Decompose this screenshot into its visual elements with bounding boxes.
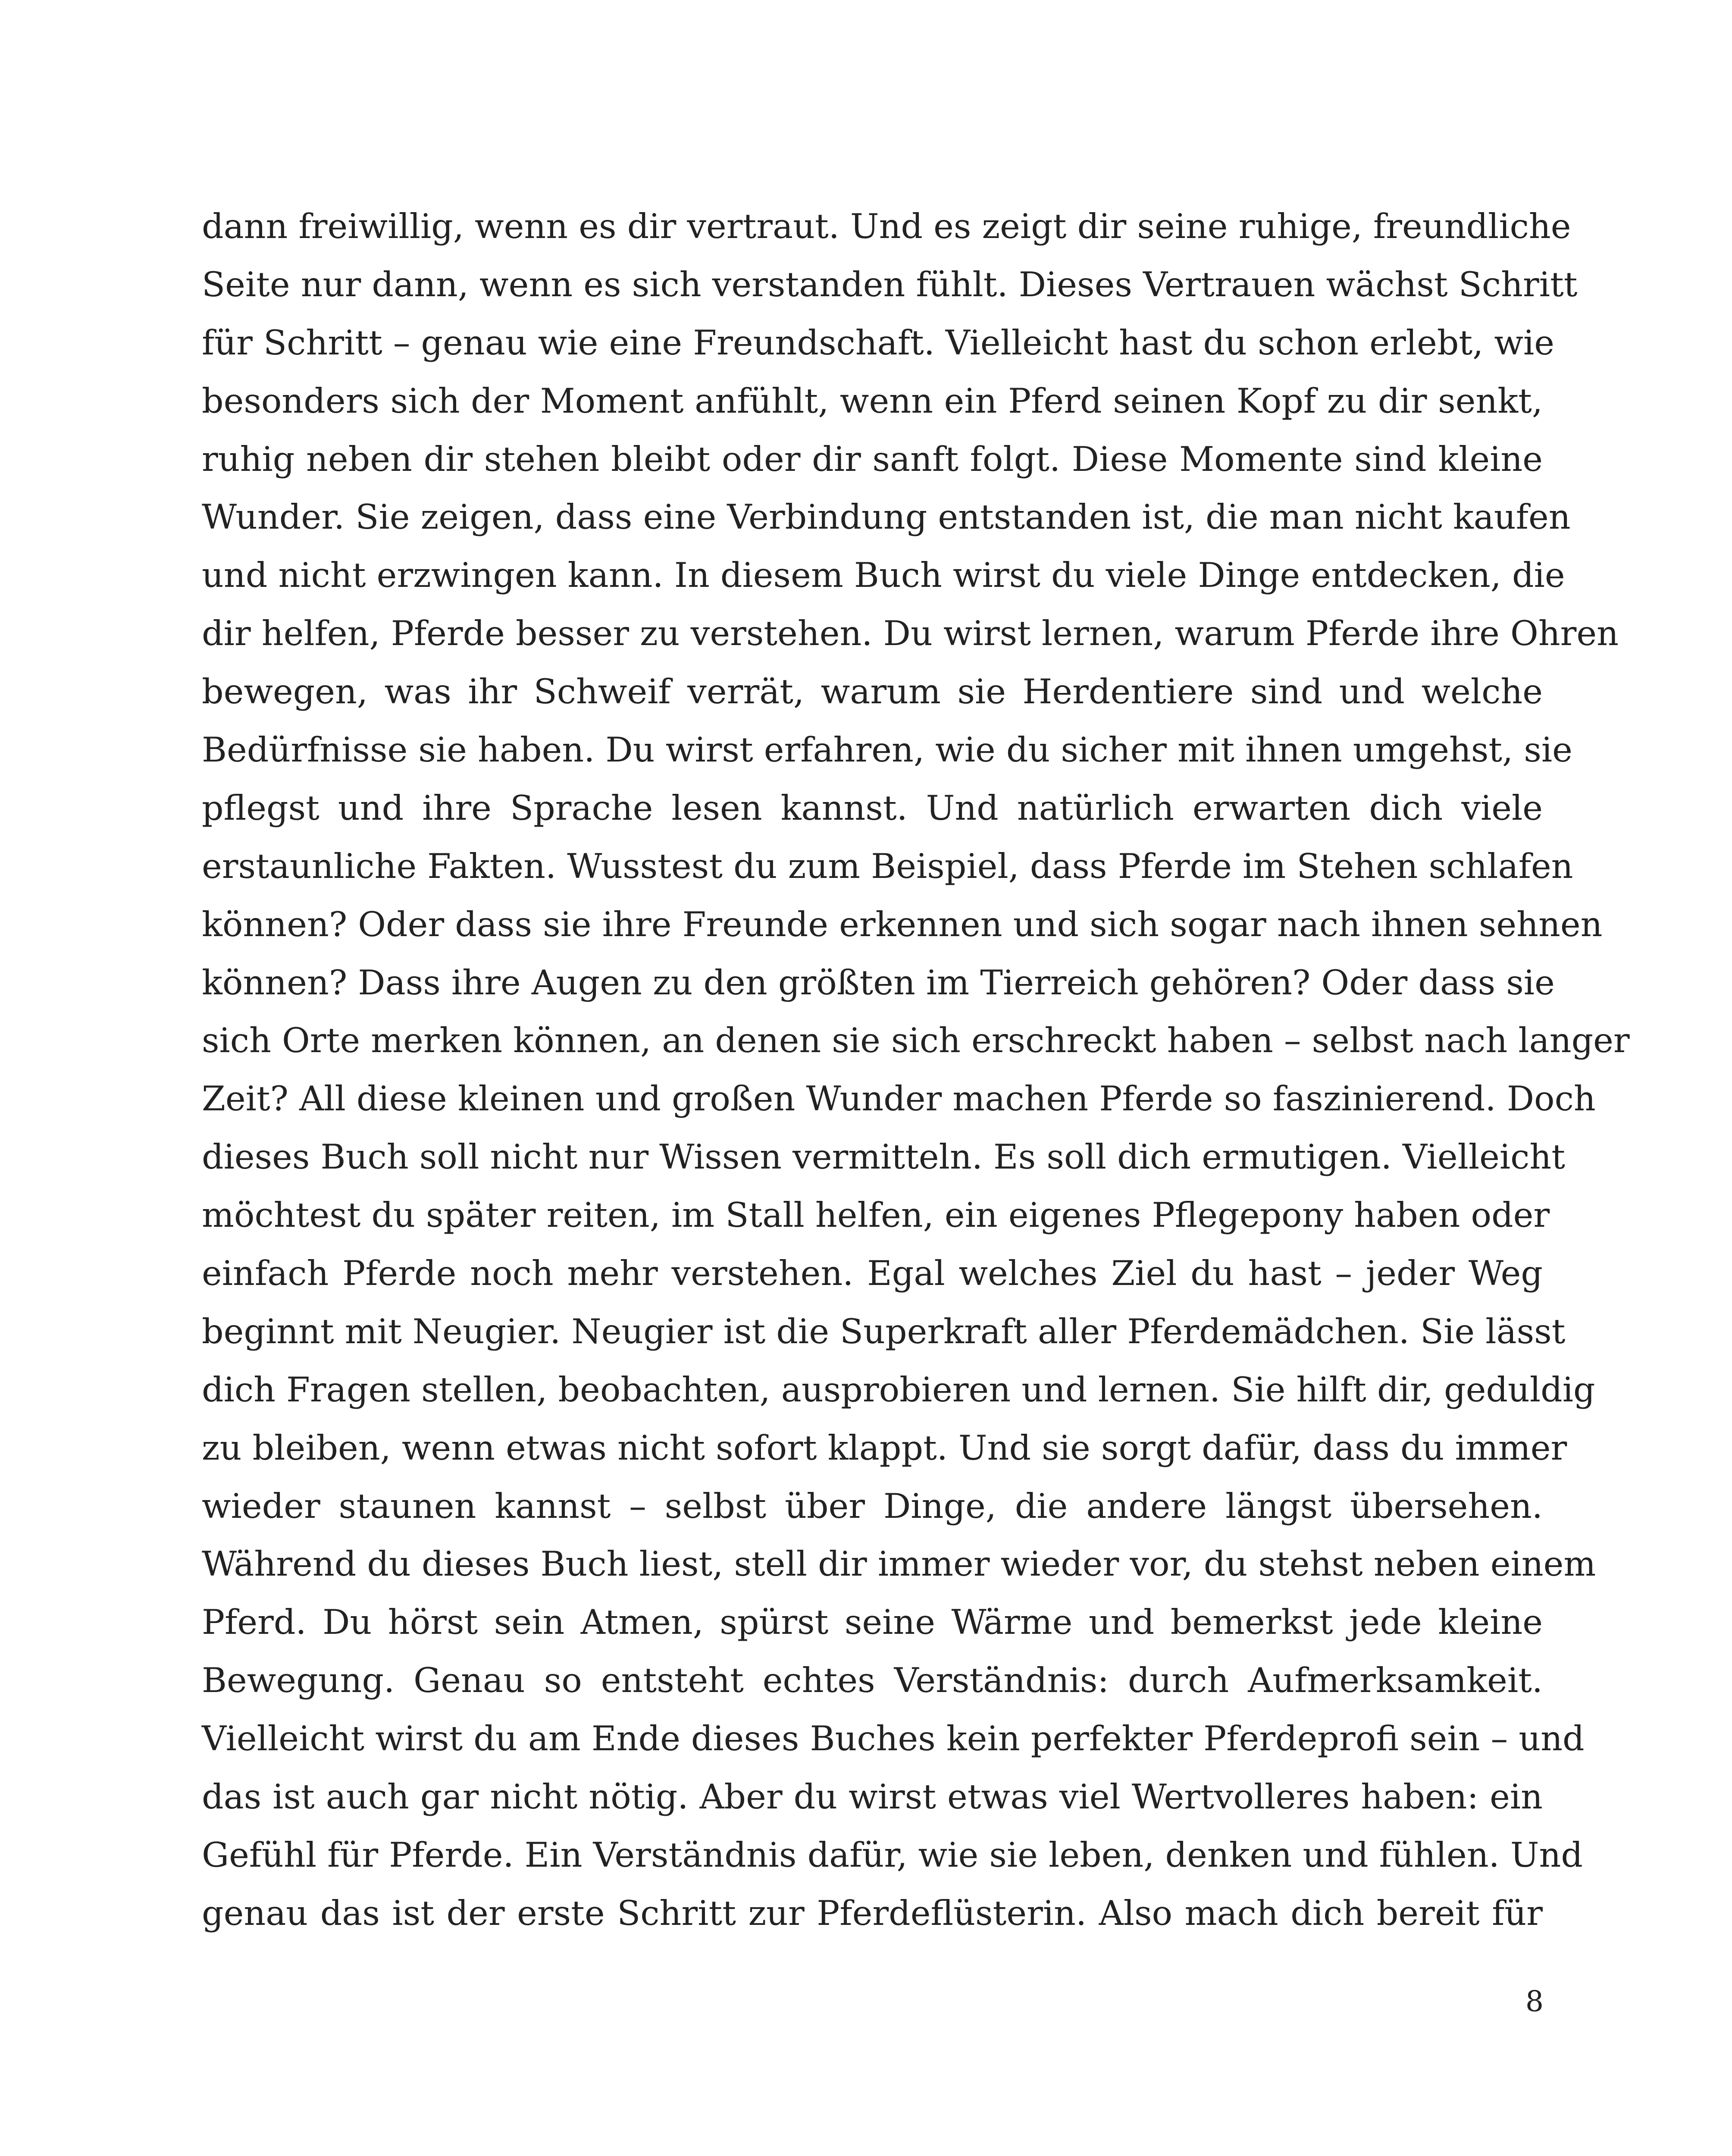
text-line: besonders sich der Moment anfühlt, wenn ein Pferd seinen Kopf zu dir senkt, xyxy=(202,381,1543,421)
text-line: Bewegung. Genau so entsteht echtes Verständnis: durch Aufmerksamkeit. xyxy=(202,1661,1543,1701)
text-line: Während du dieses Buch liest, stell dir immer wieder vor, du stehst neben einem xyxy=(202,1544,1596,1584)
text-line: Gefühl für Pferde. Ein Verständnis dafür, wie sie leben, denken und fühlen. Und xyxy=(202,1835,1583,1875)
text-line: dir helfen, Pferde besser zu verstehen. Du wirst lernen, warum Pferde ihre Ohren xyxy=(202,614,1619,654)
text-line: für Schritt – genau wie eine Freundschaft. Vielleicht hast du schon erlebt, wie xyxy=(202,323,1555,363)
text-line: dich Fragen stellen, beobachten, ausprobieren und lernen. Sie hilft dir, geduldig xyxy=(202,1369,1595,1410)
body-text xyxy=(202,197,1630,1943)
text-line: Bedürfnisse sie haben. Du wirst erfahren, wie du sicher mit ihnen umgehst, sie xyxy=(202,730,1572,770)
text-line: Wunder. Sie zeigen, dass eine Verbindung entstanden ist, die man nicht kaufen xyxy=(202,497,1571,537)
text-line: Seite nur dann, wenn es sich verstanden fühlt. Dieses Vertrauen wächst Schritt xyxy=(202,264,1578,304)
page-number: 8 xyxy=(1525,1985,1544,2018)
text-line: Vielleicht wirst du am Ende dieses Buches kein perfekter Pferdeprofi sein – und xyxy=(202,1719,1585,1759)
text-line: das ist auch gar nicht nötig. Aber du wirst etwas viel Wertvolleres haben: ein xyxy=(202,1777,1543,1817)
text-line: ruhig neben dir stehen bleibt oder dir sanft folgt. Diese Momente sind kleine xyxy=(202,439,1543,479)
text-line: möchtest du später reiten, im Stall helfen, ein eigenes Pflegepony haben oder xyxy=(202,1195,1550,1235)
text-line: zu bleiben, wenn etwas nicht sofort klappt. Und sie sorgt dafür, dass du immer xyxy=(202,1428,1567,1468)
text-line: beginnt mit Neugier. Neugier ist die Superkraft aller Pferdemädchen. Sie lässt xyxy=(202,1311,1566,1351)
text-line: einfach Pferde noch mehr verstehen. Egal welches Ziel du hast – jeder Weg xyxy=(202,1253,1543,1294)
text-line: sich Orte merken können, an denen sie sich erschreckt haben – selbst nach langer xyxy=(202,1021,1630,1061)
text-line: können? Oder dass sie ihre Freunde erkennen und sich sogar nach ihnen sehnen xyxy=(202,904,1603,944)
text-line: und nicht erzwingen kann. In diesem Buch wirst du viele Dinge entdecken, die xyxy=(202,555,1565,595)
text-line: Zeit? All diese kleinen und großen Wunder machen Pferde so faszinierend. Doch xyxy=(202,1079,1596,1119)
text-line: bewegen, was ihr Schweif verrät, warum sie Herdentiere sind und welche xyxy=(202,672,1543,712)
text-line: erstaunliche Fakten. Wusstest du zum Beispiel, dass Pferde im Stehen schlafen xyxy=(202,846,1573,886)
text-line: dann freiwillig, wenn es dir vertraut. Und es zeigt dir seine ruhige, freundliche xyxy=(202,207,1571,246)
text-line: können? Dass ihre Augen zu den größten im Tierreich gehören? Oder dass sie xyxy=(202,962,1555,1003)
text-line: dieses Buch soll nicht nur Wissen vermitteln. Es soll dich ermutigen. Vielleicht xyxy=(202,1137,1566,1177)
text-line: pflegst und ihre Sprache lesen kannst. Und natürlich erwarten dich viele xyxy=(202,788,1543,828)
text-line: Pferd. Du hörst sein Atmen, spürst seine Wärme und bemerkst jede kleine xyxy=(202,1602,1543,1642)
text-line: wieder staunen kannst – selbst über Dinge, die andere längst übersehen. xyxy=(202,1486,1543,1526)
text-line: genau das ist der erste Schritt zur Pferdeflüsterin. Also mach dich bereit für xyxy=(202,1893,1543,1933)
